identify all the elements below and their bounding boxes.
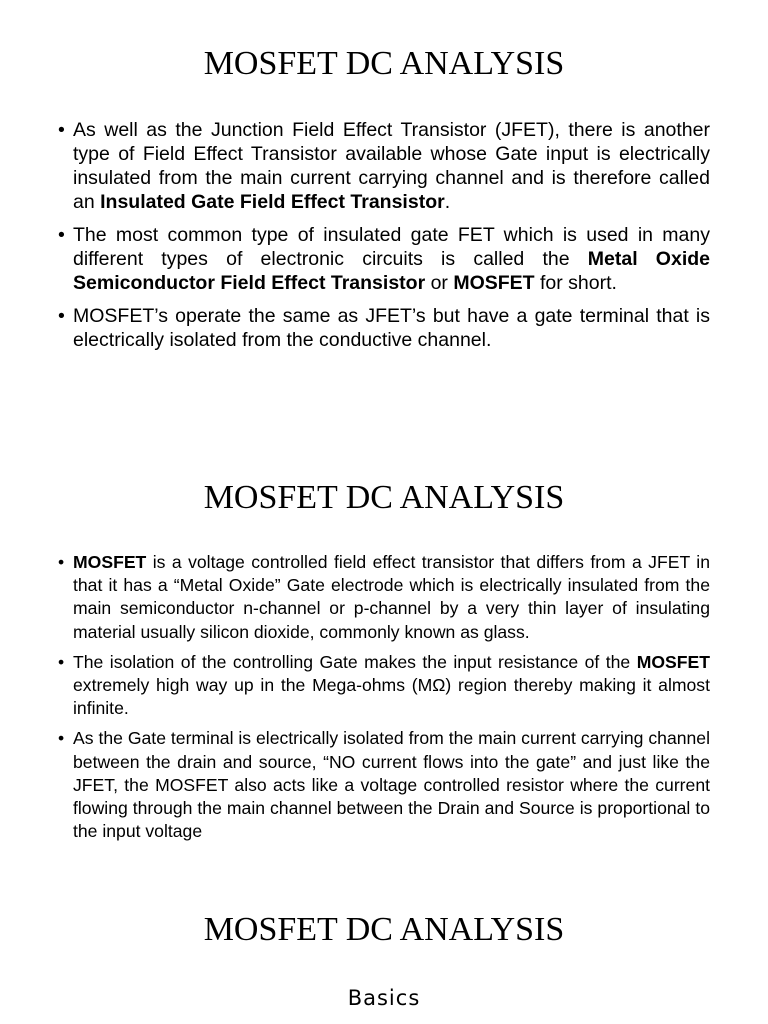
bullet-text: extremely high way up in the Mega-ohms (MΩ) region thereby making it almost infinite. bbox=[73, 675, 710, 719]
slide-title: MOSFET DC ANALYSIS bbox=[203, 911, 565, 948]
bullet-text: . bbox=[444, 191, 451, 213]
bullet-dot: • bbox=[58, 305, 65, 327]
bullet-item bbox=[58, 118, 710, 214]
bullet-text: The isolation of the controlling Gate makes the input resistance of the bbox=[73, 651, 637, 672]
bullet-item bbox=[58, 651, 710, 721]
bold-term: MOSFET bbox=[73, 552, 147, 572]
bullet-text: The most common type of insulated gate FET which is used in many different types of electronic circuits is called the bbox=[73, 224, 710, 270]
bullet-dot: • bbox=[58, 119, 65, 141]
bullet-text: MOSFET’s operate the same as JFET’s but have a gate terminal that is electrically isolated from the conductive channel. bbox=[73, 305, 710, 351]
slide-title: MOSFET DC ANALYSIS bbox=[203, 479, 565, 516]
bold-term: Insulated Gate Field Effect Transistor bbox=[100, 191, 445, 213]
bold-term: MOSFET bbox=[636, 651, 710, 672]
slide-title: MOSFET DC ANALYSIS bbox=[203, 45, 565, 82]
bullet-dot: • bbox=[58, 552, 65, 572]
bullet-item bbox=[58, 727, 710, 843]
bullet-list bbox=[58, 118, 710, 361]
bullet-text: As the Gate terminal is electrically isolated from the main current carrying channel between the drain and source, “NO current flows into the gate” and just like the JFET, the MOSFET also acts like a voltage controlled resistor where the current flowing through the main channel between the Drain and Source is proportional to the input voltage bbox=[73, 728, 710, 842]
bullet-dot: • bbox=[58, 651, 65, 672]
bullet-item bbox=[58, 551, 710, 644]
bullet-text: for short. bbox=[534, 272, 617, 294]
bullet-dot: • bbox=[58, 224, 65, 246]
bullet-list bbox=[58, 551, 710, 850]
bold-term: Metal Oxide Semiconductor Field Effect Transistor bbox=[73, 248, 710, 294]
bullet-text: or bbox=[425, 272, 454, 294]
bold-term: MOSFET bbox=[453, 272, 535, 294]
slide-subtitle: Basics bbox=[347, 986, 421, 1010]
bullet-text: As well as the Junction Field Effect Transistor (JFET), there is another type of Field Effect Transistor available whose Gate input is electrically insulated from the main current carrying channel and is therefore called an bbox=[73, 119, 710, 213]
bullet-item bbox=[58, 223, 710, 295]
bullet-dot: • bbox=[58, 728, 65, 749]
bullet-text: is a voltage controlled field effect transistor that differs from a JFET in that it has a “Metal Oxide” Gate electrode which is electrically insulated from the main semiconductor n-channel or p-channel by a very thin layer of insulating material usually silicon dioxide, commonly known as glass. bbox=[73, 552, 710, 642]
bullet-item bbox=[58, 304, 710, 352]
